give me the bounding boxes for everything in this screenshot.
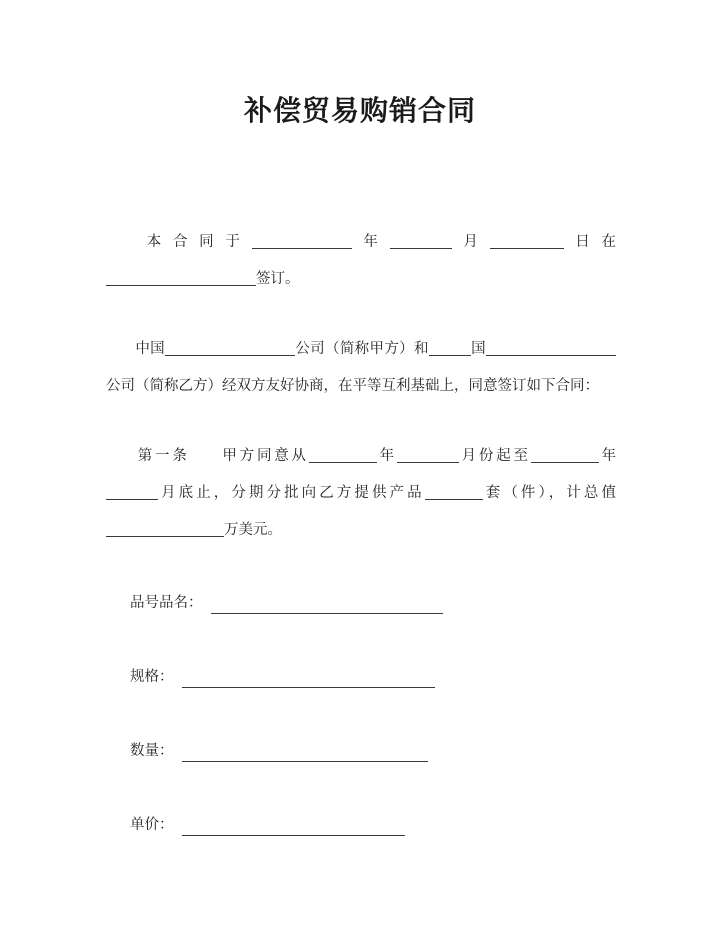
paragraph-text: 年 (351, 234, 390, 250)
paragraph-text: 万美元。 (224, 522, 282, 538)
field-input-unit-price[interactable] (182, 820, 405, 836)
field-row (130, 592, 610, 614)
field-input-quantity[interactable] (182, 746, 428, 762)
field-label: 规格： (130, 669, 174, 685)
blank-field-parties-line-2[interactable] (165, 340, 295, 356)
field-input-specification[interactable] (182, 672, 435, 688)
blank-field-article-one-14[interactable] (106, 521, 224, 537)
paragraph-text: 月 (451, 234, 490, 250)
paragraph-text: 年 (376, 448, 397, 464)
paragraph-text: 签订。 (256, 271, 300, 287)
blank-field-article-one-12[interactable] (425, 484, 483, 500)
field-row (130, 666, 610, 688)
paragraph-text: 本合同于 (135, 234, 252, 250)
paragraph-text: 套（件），计总值 (482, 485, 617, 501)
field-label: 单价： (130, 817, 174, 833)
blank-field-article-one-4[interactable] (309, 447, 377, 463)
blank-field-article-one-8[interactable] (531, 447, 599, 463)
blank-field-signing-line-4[interactable] (390, 233, 452, 249)
blank-field-signing-line-2[interactable] (252, 233, 352, 249)
blank-field-parties-line-4[interactable] (429, 340, 471, 356)
field-row (130, 814, 610, 836)
paragraph-parties-line (106, 331, 616, 405)
blank-field-signing-line-8[interactable] (106, 270, 256, 286)
paragraph-text: 年 (598, 448, 617, 464)
paragraph-text: 日在 (563, 234, 617, 250)
paragraph-text: 月份起至 (458, 448, 531, 464)
paragraph-text: 中国 (135, 341, 165, 357)
field-label: 品号品名： (130, 595, 203, 611)
contract-body (106, 224, 616, 549)
paragraph-text: 第一条 (135, 448, 190, 464)
blank-field-parties-line-6[interactable] (486, 340, 616, 356)
paragraph-text: 甲方同意从 (219, 448, 309, 464)
blank-field-article-one-6[interactable] (397, 447, 459, 463)
paragraph-text: 公司（简称乙方）经双方友好协商，在平等互利基础上，同意签订如下合同： (106, 378, 599, 394)
paragraph-text: 月底止，分期分批向乙方提供产品 (158, 485, 425, 501)
paragraph-article-one (106, 438, 616, 549)
product-detail-fields (130, 592, 610, 836)
paragraph-signing-line (106, 224, 616, 298)
paragraph-text: 国 (470, 341, 487, 357)
paragraph-text: 公司（简称甲方）和 (295, 341, 429, 357)
blank-field-signing-line-6[interactable] (490, 233, 564, 249)
page-title: 补偿贸易购销合同 (243, 93, 476, 127)
blank-field-article-one-10[interactable] (106, 484, 158, 500)
field-label: 数量： (130, 743, 174, 759)
field-row (130, 740, 610, 762)
field-input-product-code-name[interactable] (211, 598, 443, 614)
